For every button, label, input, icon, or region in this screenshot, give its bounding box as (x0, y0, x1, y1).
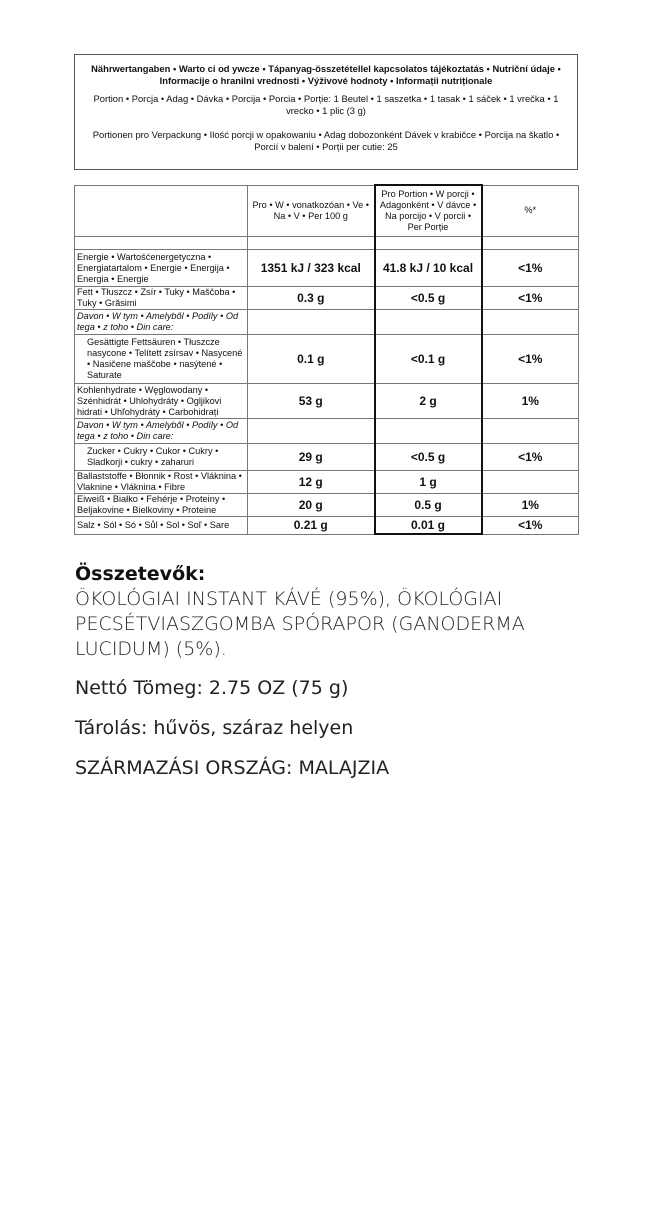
table-row (75, 310, 579, 335)
nutrient-label: Davon • W tym • Amelyből • Podíly • Od tega • z toho • Din care: (75, 310, 248, 335)
value-per-100g: 53 g (248, 384, 375, 419)
portion-size: Portion • Porcja • Adag • Dávka • Porcija • Porcia • Porție: 1 Beutel • 1 saszetka • 1 tasak • 1 sáček • 1 vrečka • 1 vrecko • 1 plic (3 g) (93, 93, 559, 116)
country-of-origin: SZÁRMAZÁSI ORSZÁG: MALAJZIA (75, 757, 390, 779)
table-row (75, 494, 579, 517)
value-percent: <1% (482, 250, 579, 287)
table-row (75, 384, 579, 419)
nutrient-label: Gesättigte Fettsäuren • Tłuszcze nasycone • Telített zsírsav • Nasycené • Nasičene maščobe • nasýtené • Saturate (75, 335, 248, 384)
ingredients-text: ÖKOLÓGIAI INSTANT KÁVÉ (95%), ÖKOLÓGIAI PECSÉTVIASZGOMBA SPÓRAPOR (GANODERMA LUCIDUM) (5%). (75, 588, 525, 660)
header-percent: %* (482, 185, 579, 237)
value-per-portion (375, 310, 482, 335)
value-per-portion: <0.5 g (375, 444, 482, 471)
value-per-100g (248, 310, 375, 335)
nutrient-label: Eiweiß • Białko • Fehérje • Proteiny • Beljakovine • Bielkoviny • Proteine (75, 494, 248, 517)
nutrient-label: Ballaststoffe • Błonnik • Rost • Vláknina • Vlaknine • Vláknina • Fibre (75, 471, 248, 494)
ingredients-title: Összetevők: (75, 563, 206, 585)
table-row (75, 287, 579, 310)
value-per-portion: 2 g (375, 384, 482, 419)
value-per-portion: <0.5 g (375, 287, 482, 310)
value-per-100g: 0.1 g (248, 335, 375, 384)
value-per-100g (248, 419, 375, 444)
nutrient-label: Zucker • Cukry • Cukor • Cukry • Sladkorji • cukry • zaharuri (75, 444, 248, 471)
value-per-100g: 29 g (248, 444, 375, 471)
value-percent: <1% (482, 517, 579, 535)
nutrient-label: Salz • Sól • Só • Sůl • Sol • Soľ • Sare (75, 517, 248, 535)
value-per-portion: 41.8 kJ / 10 kcal (375, 250, 482, 287)
value-per-portion: 0.5 g (375, 494, 482, 517)
value-percent (482, 471, 579, 494)
value-per-100g: 0.3 g (248, 287, 375, 310)
portions-per-pack: Portionen pro Verpackung • Ilość porcji w opakowaniu • Adag dobozonként Dávek v krabičce • Porcija na škatlo • Porcií v balení • Porții per cutie: 25 (92, 129, 560, 152)
header-per-portion: Pro Portion • W porcji • Adagonként • V dávce • Na porcijo • V porcii • Per Porție (375, 185, 482, 237)
value-percent: <1% (482, 335, 579, 384)
table-row (75, 444, 579, 471)
value-per-portion (375, 419, 482, 444)
value-per-100g: 1351 kJ / 323 kcal (248, 250, 375, 287)
value-percent: 1% (482, 384, 579, 419)
nutrient-label: Fett • Tłuszcz • Zsír • Tuky • Maščoba • Tuky • Grăsimi (75, 287, 248, 310)
table-row (75, 517, 579, 535)
header-empty-cell (75, 185, 248, 237)
storage-instructions: Tárolás: hűvös, száraz helyen (75, 717, 354, 739)
nutrition-info-box (74, 54, 578, 170)
net-weight: Nettó Tömeg: 2.75 OZ (75 g) (75, 677, 349, 699)
nutrition-heading: Nährwertangaben • Warto ci od ywcze • Tápanyag-összetétellel kapcsolatos tájékoztatás • Nutriční údaje • Informacije o hranilni vrednosti • Výživové hodnoty • Informații nutriționale (91, 63, 561, 86)
nutrition-table (74, 184, 579, 535)
value-per-portion: 1 g (375, 471, 482, 494)
ingredients-section (75, 562, 595, 662)
table-spacer-row (75, 237, 579, 250)
value-percent: 1% (482, 494, 579, 517)
header-per-100g: Pro • W • vonatkozóan • Ve • Na • V • Per 100 g (248, 185, 375, 237)
table-header-row (75, 185, 579, 237)
value-per-100g: 20 g (248, 494, 375, 517)
value-per-100g: 0.21 g (248, 517, 375, 535)
value-per-portion: <0.1 g (375, 335, 482, 384)
table-row (75, 419, 579, 444)
value-percent (482, 419, 579, 444)
nutrient-label: Energie • Wartośćenergetyczna • Energiatartalom • Energie • Energija • Energia • Energie (75, 250, 248, 287)
value-percent: <1% (482, 287, 579, 310)
value-percent: <1% (482, 444, 579, 471)
table-row (75, 250, 579, 287)
nutrient-label: Kohlenhydrate • Węglowodany • Szénhidrát • Uhlohydráty • Ogljikovi hidrati • Uhľohydráty • Carbohidrați (75, 384, 248, 419)
value-percent (482, 310, 579, 335)
table-row (75, 335, 579, 384)
value-per-100g: 12 g (248, 471, 375, 494)
table-row (75, 471, 579, 494)
value-per-portion: 0.01 g (375, 517, 482, 535)
nutrient-label: Davon • W tym • Amelyből • Podíly • Od tega • z toho • Din care: (75, 419, 248, 444)
